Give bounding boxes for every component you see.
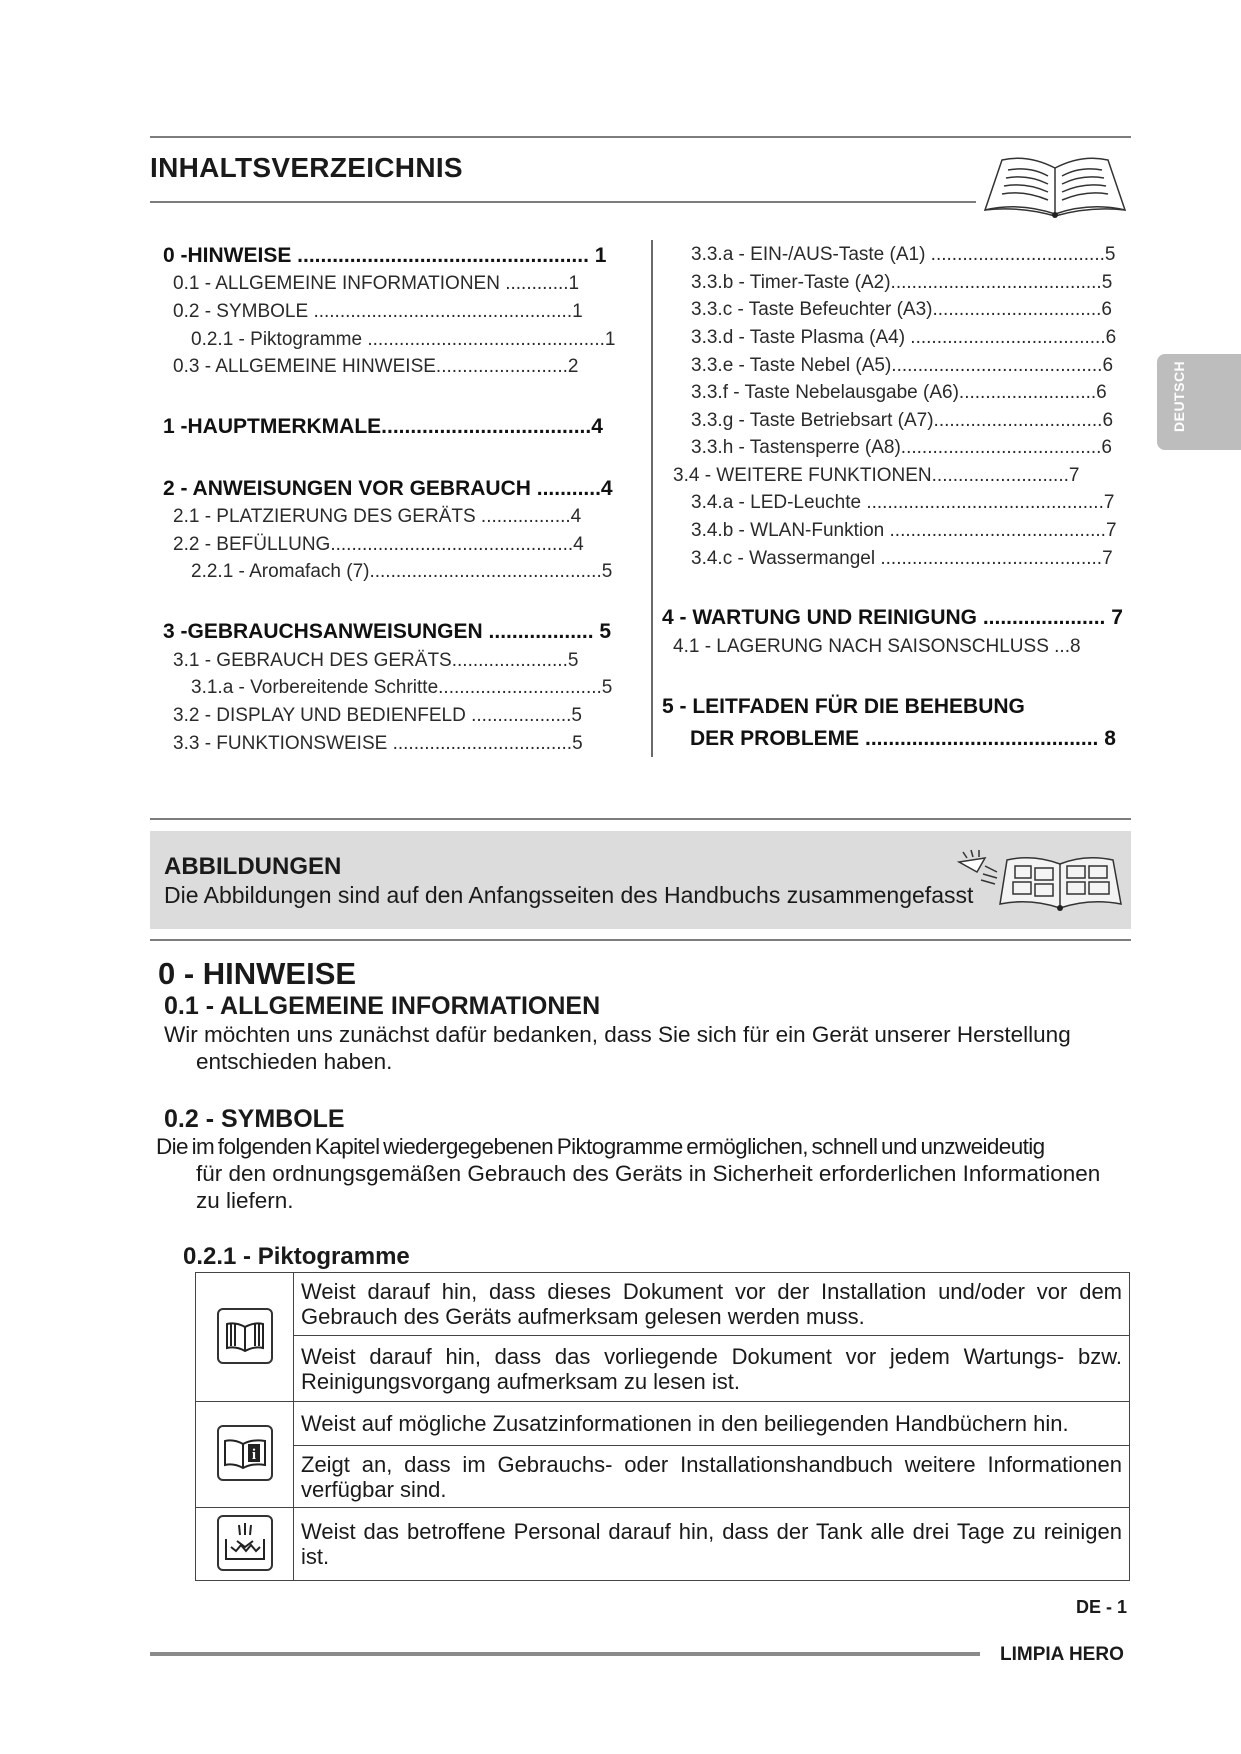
toc-entry[interactable]: 3.2 - DISPLAY UND BEDIENFELD ...................5: [173, 705, 582, 726]
abbildungen-top-divider: [150, 818, 1131, 820]
toc-entry[interactable]: 2.2 - BEFÜLLUNG..............................................4: [173, 534, 584, 555]
section-0-2-text-line: zu liefern.: [196, 1188, 294, 1213]
section-0-1-text-line: Wir möchten uns zunächst dafür bedanken, dass Sie sich für ein Gerät unserer Herstellung: [164, 1022, 1071, 1047]
toc-entry[interactable]: 2 - ANWEISUNGEN VOR GEBRAUCH ...........4: [163, 477, 613, 500]
section-0-1-text-line: entschieden haben.: [196, 1049, 393, 1074]
toc-entry[interactable]: 3.3.e - Taste Nebel (A5)........................................6: [691, 355, 1114, 376]
toc-entry[interactable]: 3.3 - FUNKTIONSWEISE ..................................5: [173, 733, 583, 754]
toc-entry[interactable]: 3.3.b - Timer-Taste (A2)........................................5: [691, 272, 1113, 293]
abbildungen-subtitle: Die Abbildungen sind auf den Anfangsseiten des Handbuchs zusammengefasst: [164, 882, 974, 908]
section-0-2-heading: 0.2 - SYMBOLE: [164, 1105, 345, 1133]
section-0-2-text-line: Die im folgenden Kapitel wiedergegebenen Piktogramme ermöglichen, schnell und unzweideutig: [156, 1134, 1045, 1159]
pictogram-cell: [196, 1273, 294, 1402]
section-0-2-text-line: für den ordnungsgemäßen Gebrauch des Geräts in Sicherheit erforderlichen Informationen: [196, 1161, 1101, 1186]
toc-entry[interactable]: 3.3.c - Taste Befeuchter (A3)................................6: [691, 299, 1112, 320]
toc-entry[interactable]: 0.2 - SYMBOLE .................................................1: [173, 301, 583, 322]
toc-entry[interactable]: 3 -GEBRAUCHSANWEISUNGEN .................. 5: [163, 620, 612, 643]
toc-entry[interactable]: 0.3 - ALLGEMEINE HINWEISE.........................2: [173, 356, 579, 377]
table-row: [196, 1446, 1130, 1508]
pictogram-table: [195, 1272, 1130, 1581]
footer-divider: [150, 1652, 980, 1656]
language-tab-label: DEUTSCH: [1171, 360, 1187, 432]
toc-entry[interactable]: 3.3.g - Taste Betriebsart (A7)................................6: [691, 410, 1114, 431]
toc-entry[interactable]: 2.2.1 - Aromafach (7)............................................5: [191, 561, 613, 582]
toc-entry[interactable]: 4 - WARTUNG UND REINIGUNG ..................... 7: [662, 606, 1123, 629]
toc-entry[interactable]: 2.1 - PLATZIERUNG DES GERÄTS .................4: [173, 506, 582, 527]
toc-entry[interactable]: 3.4.a - LED-Leuchte .............................................7: [691, 492, 1115, 513]
toc-entry[interactable]: 3.4 - WEITERE FUNKTIONEN..........................7: [673, 465, 1080, 486]
pictogram-description: Weist darauf hin, dass dieses Dokument vor der Installation und/oder vor dem Gebrauch des Geräts aufmerksam gelesen werden muss.: [294, 1273, 1130, 1336]
abbildungen-title: ABBILDUNGEN: [164, 853, 342, 880]
section-0-heading: 0 - HINWEISE: [158, 956, 357, 991]
table-row: [196, 1402, 1130, 1446]
toc-entry[interactable]: 3.1.a - Vorbereitende Schritte...............................5: [191, 677, 613, 698]
toc-entry[interactable]: 3.3.h - Tastensperre (A8)......................................6: [691, 437, 1112, 458]
toc-entry[interactable]: 3.3.f - Taste Nebelausgabe (A6)..........................6: [691, 382, 1107, 403]
table-row: [196, 1273, 1130, 1336]
toc-entry[interactable]: 3.3.a - EIN-/AUS-Taste (A1) .................................5: [691, 244, 1116, 265]
language-tab: [1157, 354, 1241, 450]
toc-entry[interactable]: 0.2.1 - Piktogramme .............................................1: [191, 329, 616, 350]
page-number: DE - 1: [1076, 1597, 1128, 1617]
toc-entry[interactable]: 1 -HAUPTMERKMALE....................................4: [163, 415, 603, 438]
pictogram-description: Weist darauf hin, dass das vorliegende Dokument vor jedem Wartungs- bzw. Reinigungsvorgang aufmerksam zu lesen ist.: [294, 1336, 1130, 1402]
table-row: [196, 1336, 1130, 1402]
toc-entry[interactable]: 0.1 - ALLGEMEINE INFORMATIONEN ............1: [173, 273, 580, 294]
section-0-1-heading: 0.1 - ALLGEMEINE INFORMATIONEN: [164, 992, 601, 1020]
pictogram-description: Zeigt an, dass im Gebrauchs- oder Installationshandbuch weitere Informationen verfügbar sind.: [294, 1446, 1130, 1508]
abbildungen-bottom-divider: [150, 939, 1131, 941]
product-name: LIMPIA HERO: [1000, 1644, 1124, 1665]
svg-text:i: i: [251, 1447, 256, 1463]
pictogram-cell: [196, 1508, 294, 1581]
toc-entry[interactable]: 3.1 - GEBRAUCH DES GERÄTS......................5: [173, 650, 579, 671]
toc-entry[interactable]: DER PROBLEME ........................................ 8: [690, 727, 1116, 750]
toc-entry[interactable]: 3.4.b - WLAN-Funktion .........................................7: [691, 520, 1117, 541]
magnifier-book-icon: [955, 848, 1125, 914]
toc-entry[interactable]: 5 - LEITFADEN FÜR DIE BEHEBUNG: [662, 695, 1025, 718]
toc-title-underline: [150, 201, 976, 203]
pictogram-description: Weist das betroffene Personal darauf hin, dass der Tank alle drei Tage zu reinigen ist.: [294, 1508, 1130, 1581]
tank-cleaning-icon: [217, 1515, 273, 1571]
pictogram-cell: [196, 1402, 294, 1508]
toc-entry[interactable]: 3.4.c - Wassermangel ..........................................7: [691, 548, 1113, 569]
toc-column-divider: [651, 240, 653, 757]
toc-entry[interactable]: 0 -HINWEISE .................................................. 1: [163, 244, 607, 267]
toc-title: INHALTSVERZEICHNIS: [150, 152, 463, 183]
table-row: [196, 1508, 1130, 1581]
section-0-2-1-heading: 0.2.1 - Piktogramme: [183, 1243, 410, 1270]
top-divider: [150, 136, 1131, 138]
book-icon: [217, 1308, 273, 1364]
toc-entry[interactable]: 3.3.d - Taste Plasma (A4) .....................................6: [691, 327, 1117, 348]
pictogram-description: Weist auf mögliche Zusatzinformationen in den beiliegenden Handbüchern hin.: [294, 1402, 1130, 1446]
toc-entry[interactable]: 4.1 - LAGERUNG NACH SAISONSCHLUSS ...8: [673, 636, 1081, 657]
book-info-icon: [217, 1425, 273, 1481]
open-book-icon: [980, 148, 1130, 218]
